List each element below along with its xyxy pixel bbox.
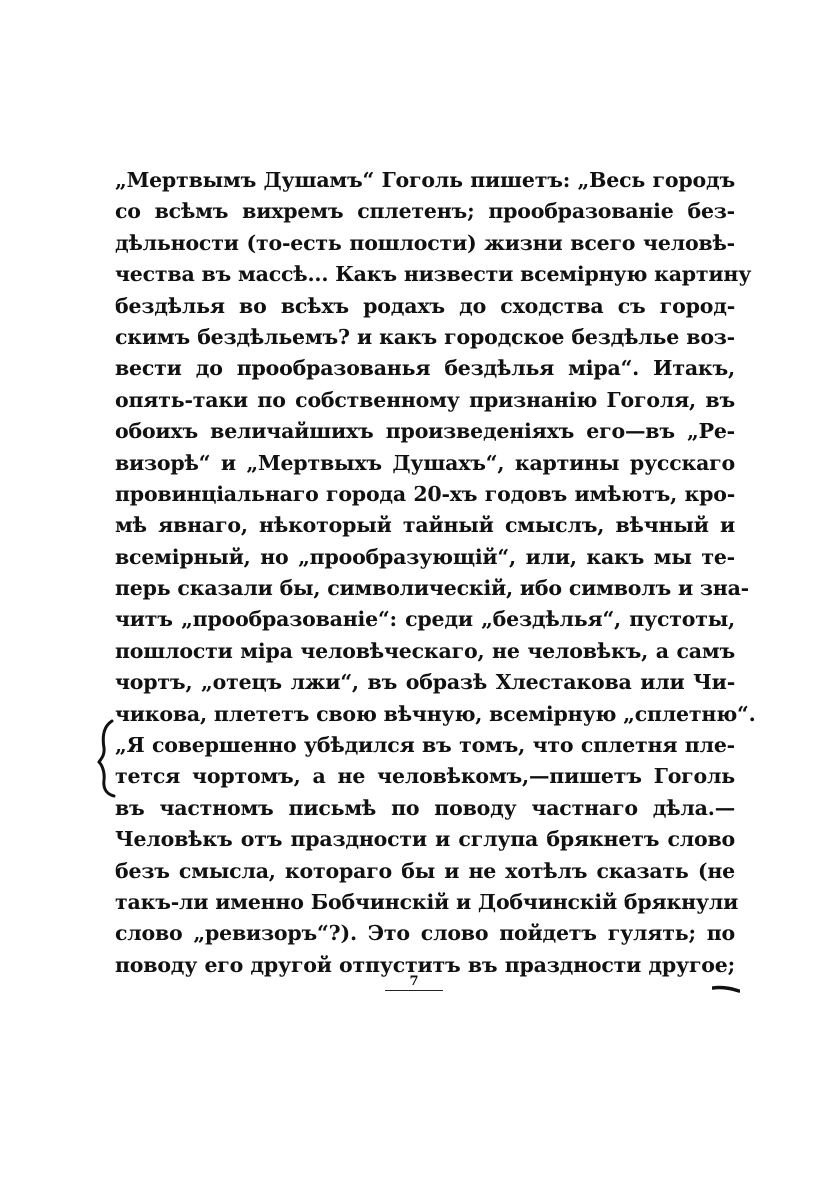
text-line-21: въ частномъ письмѣ по поводу частнаго дѣла.— — [115, 795, 735, 820]
text-line-25: слово „ревизоръ“?). Это слово пойдетъ гулять; по — [115, 921, 735, 946]
text-line-19: „Я совершенно убѣдился въ томъ, что сплетня пле- — [115, 733, 735, 758]
text-line-7: вести до прообразованья бездѣлья міра“. Итакъ, — [115, 356, 735, 381]
text-line-17: чортъ, „отецъ лжи“, въ образѣ Хлестакова или Чи- — [115, 670, 735, 695]
text-line-3: дѣльности (то-есть пошлости) жизни всего человѣ- — [115, 230, 735, 255]
text-line-15: читъ „прообразованіе“: среди „бездѣлья“, пустоты, — [115, 607, 735, 632]
page-number: 7 — [385, 974, 443, 991]
text-line-10: визорѣ“ и „Мертвыхъ Душахъ“, картины русскаго — [115, 450, 735, 475]
text-line-6: скимъ бездѣльемъ? и какъ городское бездѣлье воз- — [115, 324, 735, 349]
text-line-12: мѣ явнаго, нѣкоторый тайный смыслъ, вѣчный и — [115, 513, 735, 538]
text-line-14: перь сказали бы, символическій, ибо символъ и зна- — [115, 576, 749, 601]
text-line-23: безъ смысла, котораго бы и не хотѣлъ сказать (не — [115, 858, 735, 883]
text-line-16: пошлости міра человѣческаго, не человѣкъ, а самъ — [115, 638, 735, 663]
text-line-22: Человѣкъ отъ праздности и сглупа брякнетъ слово — [115, 827, 735, 852]
text-line-11: провинціальнаго города 20-хъ годовъ имѣютъ, кро- — [115, 481, 735, 506]
text-line-24: такъ-ли именно Бобчинскій и Добчинскій брякнули — [115, 889, 739, 914]
text-line-1: „Мертвымъ Душамъ“ Гоголь пишетъ: „Весь городъ — [115, 168, 735, 192]
text-line-13: всемірный, но „прообразующій“, или, какъ мы те- — [115, 544, 735, 569]
margin-bracket-mark — [96, 718, 120, 798]
text-line-20: тется чортомъ, а не человѣкомъ,—пишетъ Гоголь — [115, 764, 735, 789]
text-line-5: бездѣлья во всѣхъ родахъ до сходства съ город- — [115, 293, 735, 318]
text-line-4: чества въ массѣ... Какъ низвести всемірную картину — [115, 262, 752, 287]
text-line-8: опять-таки по собственному признанію Гоголя, въ — [115, 387, 735, 412]
text-line-26: поводу его другой отпуститъ въ праздности другое; — [115, 952, 735, 977]
text-line-18: чикова, плететъ свою вѣчную, всемірную „сплетню“. — [115, 701, 756, 726]
body-text — [115, 165, 756, 981]
ink-smudge-mark — [712, 985, 740, 993]
text-line-9: обоихъ величайшихъ произведеніяхъ его—въ „Ре- — [115, 419, 735, 444]
text-line-2: со всѣмъ вихремъ сплетенъ; прообразованіе без- — [115, 199, 735, 224]
